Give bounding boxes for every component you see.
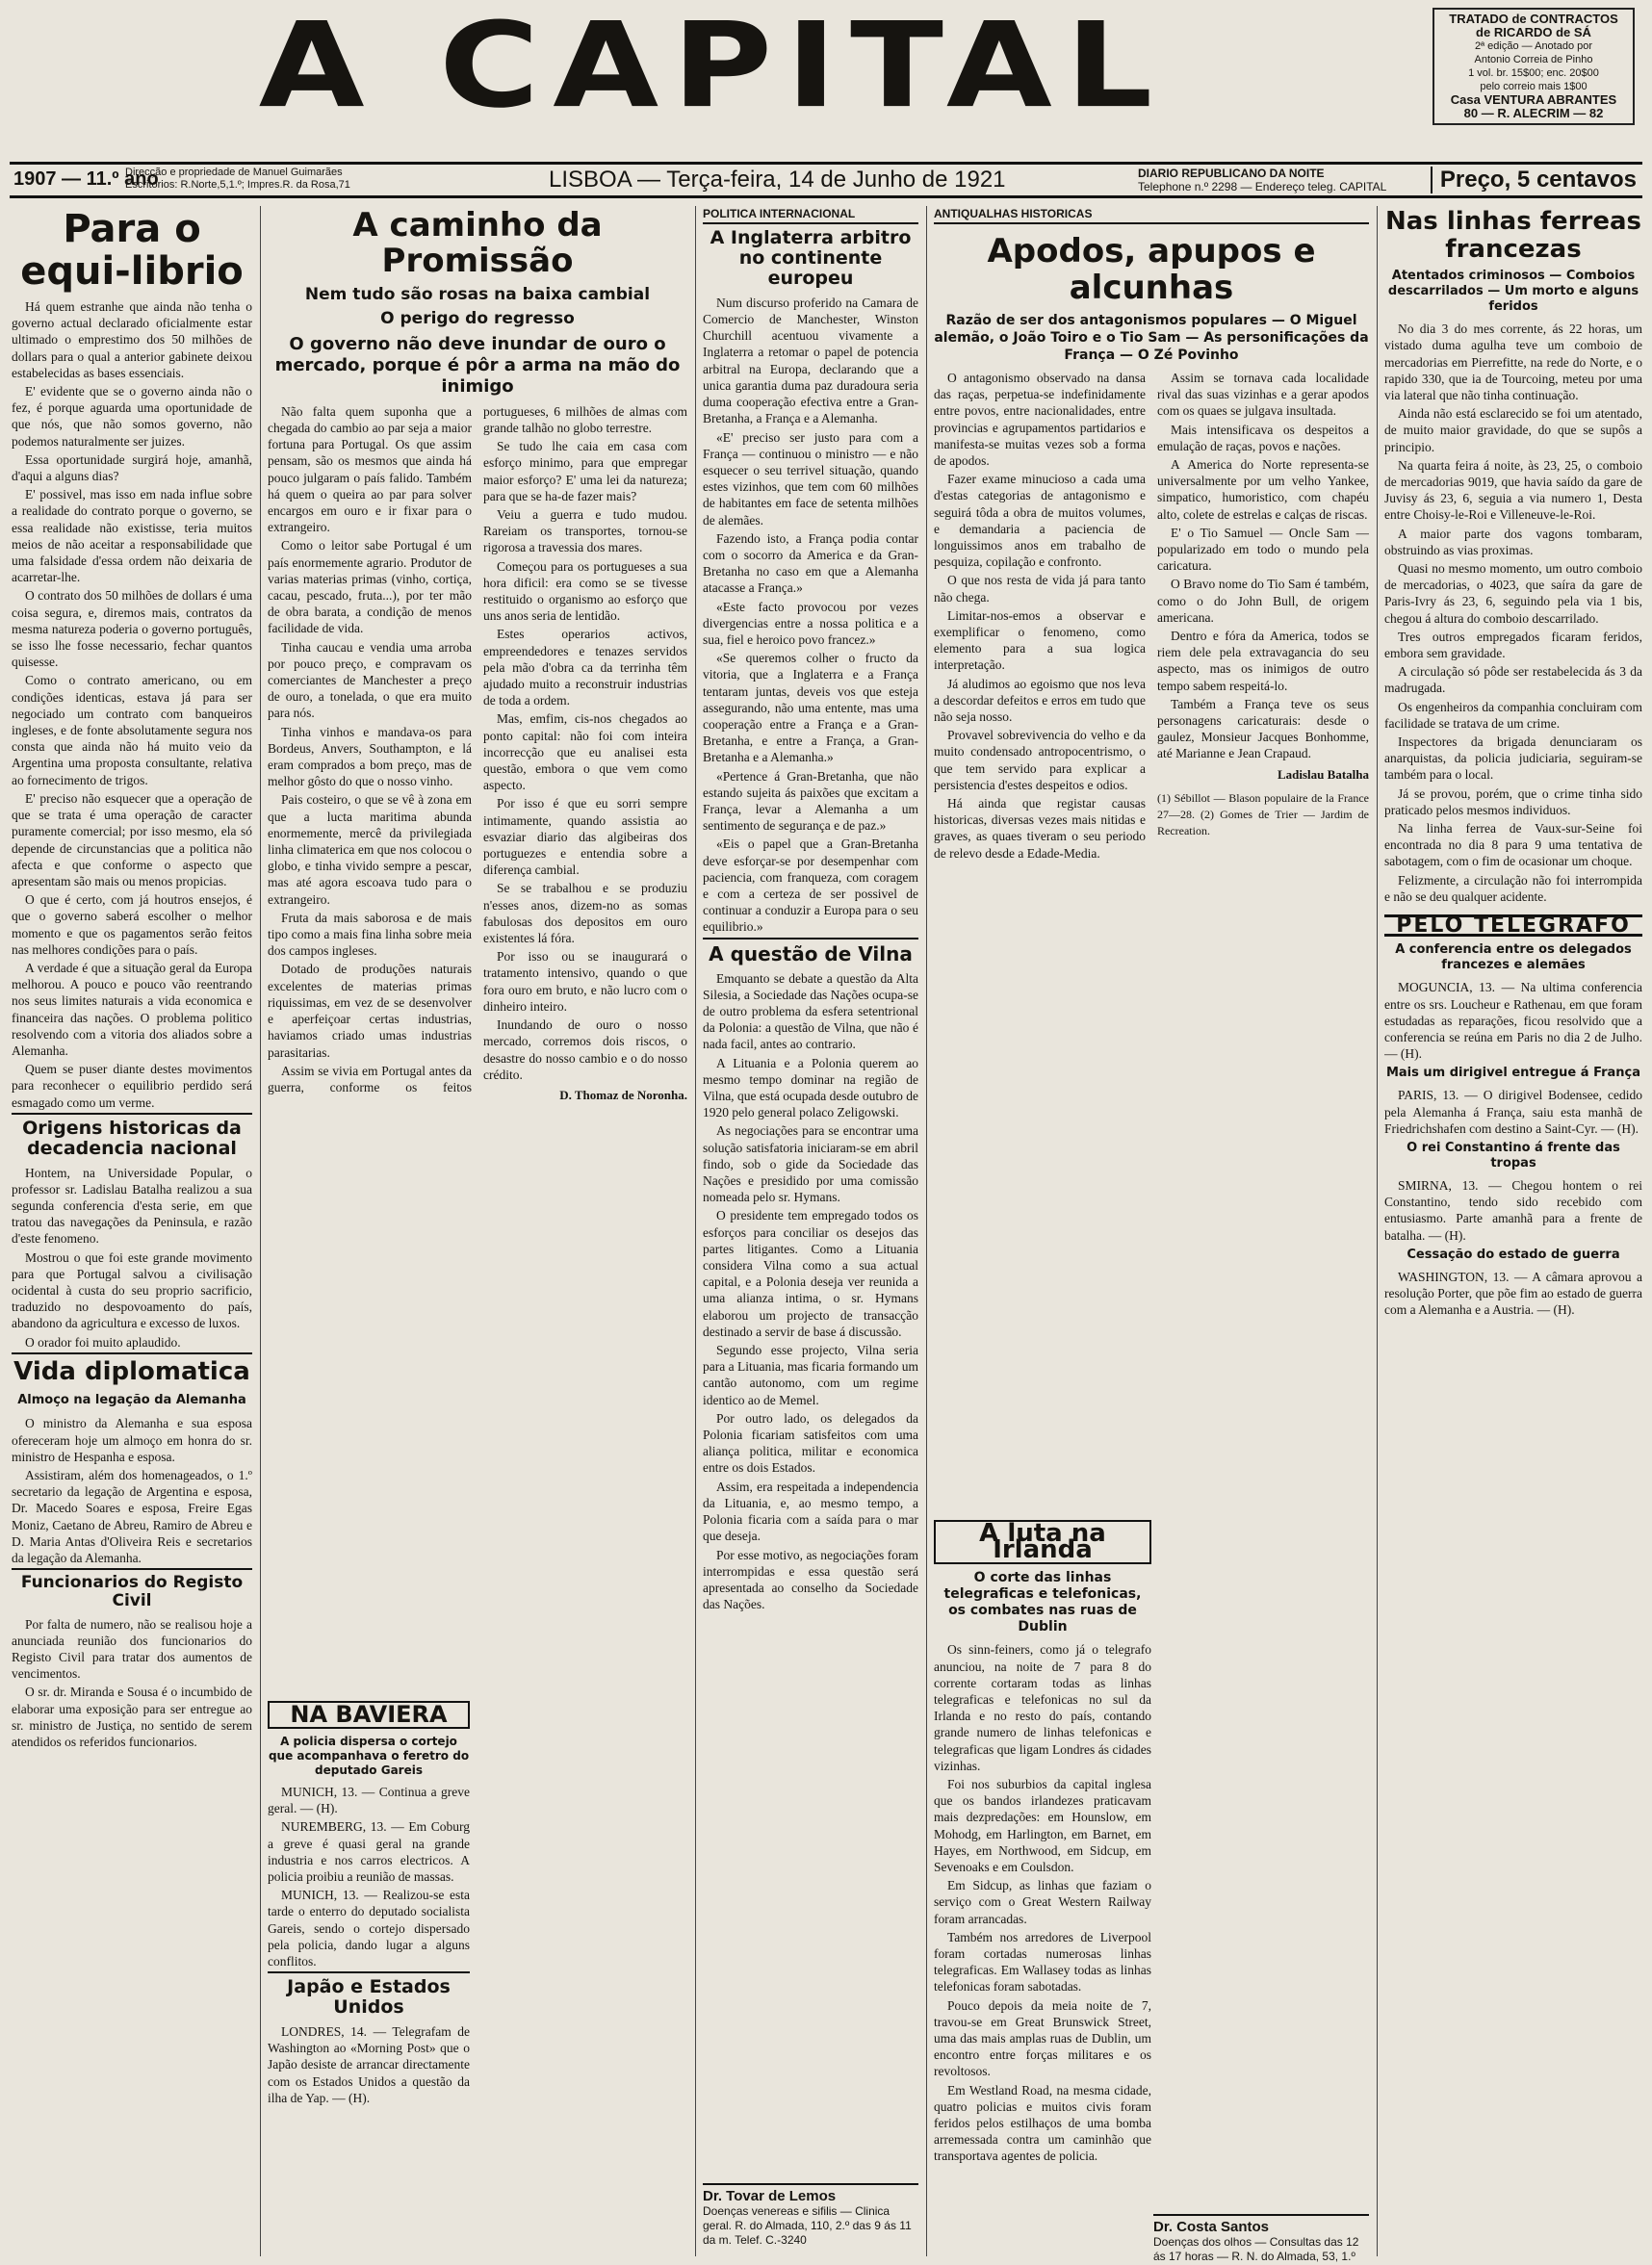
article-body-promissao [268,403,687,1684]
direction-text: Direcção e propriedade de Manuel Guimarães [125,167,343,178]
kicker-antiqualhas: ANTIQUALHAS HISTORICAS [934,206,1369,224]
paragraph: O ministro da Alemanha e sua esposa ofereceram hoje um almoço em honra do sr. ministro de Hespanha e esposa. [12,1416,252,1464]
ad-line: 1 vol. br. 15$00; enc. 20$00 [1468,67,1599,79]
ad-line: 2ª edição — Anotado por [1474,40,1593,52]
paragraph: Como o contrato americano, ou em condições identicas, estava já para ser negociado um contrato com banqueiros ingleses, e de fonte absolutamente segura nos consta que ainda não há muito veio da Argentina uma proposta consultante, relativa ao fornecimento de trigos. [12,673,252,787]
headline-vilna: A questão de Vilna [703,938,918,965]
newspaper-title: A CAPITAL [258,0,1167,135]
paragraph: Num discurso proferido na Camara de Comercio de Manchester, Winston Churchill acentuou vivamente a Inglaterra a retomar o papel de potencia arbitral na Europa, declarando que a unica garantia duma paz duradoura seria duma cooperação efectiva entre a Gran-Bretanha, a França e a Alemanha. [703,295,918,426]
paragraph: Mais intensificava os despeitos a emulação de raças, povos e nações. [1157,422,1369,453]
ad-line: Casa VENTURA ABRANTES [1450,92,1617,107]
subhead-governo: O governo não deve inundar de ouro o mercado, porque é pôr a arma na mão do inimigo [274,333,681,397]
paragraph: Assistiram, além dos homenageados, o 1.º secretario da legação de Argentina e esposa, Dr. Macedo Soares e esposa, Freire Egas Moniz, Caetano de Abreu, Ramiro de Abreu e D. Maria Antas d'Oliveira Reis e secretarios da legação da Alemanha. [12,1467,252,1565]
paragraph: O sr. dr. Miranda e Sousa é o incumbido de elaborar uma exposição para ser entregue ao sr. ministro de Justiça, no sentido de serem atendidos os referidos funcionarios. [12,1685,252,1749]
ad-name: Dr. Costa Santos [1153,2219,1270,2235]
paragraph: A Lituania e a Polonia querem ao mesmo tempo dominar na região de Vilna, que está ocupada desde outubro de 1920 pelo general polaco Zeligowski. [703,1055,918,1120]
headline-japao: Japão e Estados Unidos [268,1971,470,2018]
signature-batalha: Ladislau Batalha [1277,766,1369,782]
paragraph: Também a França teve os seus personagens caricaturais: desde o gaulez, Monsieur Jacques Bonhomme, até Marianne e Jean Crapaud. [1157,696,1369,761]
price-label: Preço, 5 centavos [1431,167,1637,193]
paragraph: Foi nos suburbios da capital inglesa que os bandos irlandezes praticavam mais dezpredações: em Hounslow, em Mohodg, em Harlington, em Barnet, em Hayes, em Northwood, em Sidcup, em Sevenoaks e em Coulsdon. [934,1777,1151,1875]
info-bar [10,162,1642,198]
issue-date: LISBOA — Terça-feira, 14 de Junho de 1921 [549,167,1006,193]
signature-noronha: D. Thomaz de Noronha. [559,1087,687,1102]
paragraph: Dotado de produções naturais excelentes de materias primas riquissimas, em vez de se desenvolver e aperfeiçoar certas industrias, haviamos criado umas industrias parasitarias. [268,962,472,1060]
paragraph: MUNICH, 13. — Continua a greve geral. — (H). [268,1784,470,1816]
diario-label [1138,167,1386,193]
paragraph: LONDRES, 14. — Telegrafam de Washington ao «Morning Post» que o Japão desiste de arrancar directamente com os Estados Unidos a questão da ilha de Yap. — (H). [268,2024,470,2105]
paragraph: Quasi no mesmo momento, um outro comboio de mercadorias, o 4023, que saíra da gare de Paris-Ivry ás 23, 6, seguindo pela via 1 bis, chegou á altura do comboio descarrilado. [1384,561,1642,626]
subhead-atentados: Atentados criminosos — Comboios descarrilados — Um morto e alguns feridos [1387,269,1639,315]
paragraph: E' preciso não esquecer que a operação de que se trata é uma operação de caracter puramente comercial; por isso mesmo, ela só depende de circunstancias que a politica não afecta e que conforme o aspecto que apresentam são mais ou menos propicias. [12,790,252,888]
paragraph: E' possivel, mas isso em nada influe sobre a realidade do contrato porque o governo, se essa realidade não existisse, teria muitos meios de não aceitar a responsabilidade que uma falsidade d'essa ordem não deixaria de acarretar-lhe. [12,487,252,585]
paragraph: O orador foi muito aplaudido. [25,1334,181,1350]
paragraph: O que nos resta de vida já para tanto não chega. [934,573,1146,605]
column-5 [1384,206,1642,2256]
paragraph: Por esse motivo, as negociações foram interrompidas e essa questão será apresentada ao conselho da Sociedade das Nações. [703,1547,918,1612]
headline-irlanda: A luta na Irlanda [934,1520,1151,1564]
paragraph: Na quarta feira á noite, às 23, 25, o comboio de mercadorias 9019, que havia saído da gare de Juvisy ás 23, 6, seguia a via numero 1, Desta entre Choisy-le-Roi e Villeneuve-le-Roi. [1384,457,1642,523]
column-rule [1377,206,1378,2256]
column-1 [12,206,252,2256]
subhead-almoco: Almoço na legação da Alemanha [17,1393,246,1408]
paragraph: Assim, era respeitada a independencia da Lituania, e, ao mesmo tempo, a Polonia ficaria com a saída para o mar que deseja. [703,1479,918,1544]
paragraph: A maior parte dos vagons tombaram, obstruindo as vias proximas. [1384,526,1642,557]
paragraph: «Se queremos colher o fructo da vitoria, que a Inglaterra e a França tentaram juntas, deveis vos que esteja assegurando, não uma entente, mas uma cooperação entre a França e a Gran-Bretanha, e entre a França, a Gran-Bretanha e a Alemanha.» [703,651,918,765]
subhead-apodos: Razão de ser dos antagonismos populares — O Miguel alemão, o João Toiro e o Tio Sam — As personificações da França — O Zé Povinho [934,312,1369,363]
paragraph: Os sinn-feiners, como já o telegrafo anunciou, na noite de 7 para 8 do corrente cortaram todas as linhas telegraficas e telefonicas no sul da Irlanda e no resto do país, contando grande numero de linhas telefonicas e telegraficas que ligam Londres ás cidades vizinhas. [934,1642,1151,1773]
subhead-telegram: A conferencia entre os delegados francezes e alemães [1395,942,1632,973]
paragraph: Pais costeiro, o que se vê à zona em que a lucta maritima abunda enormemente, mercê da privilegiada linha climaterica em que nos colocou o globo, e tinha vivido sempre a pescar, mas até agora escoava tudo para o extrangeiro. [268,792,472,907]
paragraph: NUREMBERG, 13. — Em Coburg a greve é quasi geral na grande industria e nos carros electricos. A policia proibiu a reunião de massas. [268,1819,470,1884]
ad-line: 80 — R. ALECRIM — 82 [1463,106,1604,120]
paragraph: «Eis o papel que a Gran-Bretanha deve esforçar-se por desempenhar com paciencia, com franqueza, com coragem e com a certeza de ser possivel de continuar a conduzir a Europa para o seu equilibrio.» [703,837,918,935]
paragraph: E' evidente que se o governo ainda não o fez, é porque aguarda uma oportunidade de que nós, que não somos governo, não podemos naturalmente ser juizes. [12,384,252,449]
column-rule [695,206,696,2256]
paragraph: MOGUNCIA, 13. — Na ultima conferencia entre os srs. Loucheur e Rathenau, em que foram estudadas as reparações, ficou resolvido que a conferencia se reúna em Paris no dia 2 de Julho. — (H). [1384,980,1642,1062]
direction-label [125,167,350,192]
subhead-telegram: O rei Constantino á frente das tropas [1407,1140,1620,1171]
paragraph: Tinha vinhos e mandava-os para Bordeus, Anvers, Southampton, e lá eram comprados a bom preço, mas de melhor gôsto do que o nosso vinho. [268,724,472,789]
paragraph: Como o leitor sabe Portugal é um país enormemente agrario. Produtor de varias materias primas (vinho, cortiça, cacau, pescado, fruta...), por ter mão de obra barata, a condição de menos facilidade de vida. [268,538,472,636]
column-2 [268,206,687,2256]
paragraph: Ainda não está esclarecido se foi um atentado, de muito maior gravidade, do que se supôs a principio. [1384,406,1642,454]
paragraph: Se se trabalhou e se produziu n'esses anos, dizem-no as somas fabulosas dos depositos em ouro existentes lá fóra. [483,881,687,946]
ad-line: pelo correio mais 1$00 [1480,81,1587,92]
ad-name: Dr. Tovar de Lemos [703,2188,837,2204]
paragraph: Por falta de numero, não se realisou hoje a anunciada reunião dos funcionarios do Registo Civil para tratar dos aumentos de vencimentos. [12,1616,252,1682]
headline-linhas-ferreas: Nas linhas ferreas francezas [1385,207,1641,264]
paragraph: Dentro e fóra da America, todos se riem dele pela extravagancia do seu aspecto, mas os inimigos de outro tempo sabem respeitá-lo. [1157,629,1369,693]
pelo-telegrafo-heading: PELO TELEGRAFO [1384,914,1642,937]
headline-inglaterra: A Inglaterra arbitro no continente europeu [710,227,912,289]
paragraph: O Bravo nome do Tio Sam é também, como o do John Bull, de origem americana. [1157,577,1369,625]
paragraph: Estes operarios activos, empreendedores e tenazes servidos pela mão d'obra ca da terrinha têm ajudado muito a reconstruir industrias de toda a ordem. [483,627,687,708]
paragraph: Tres outros empregados ficaram feridos, embora sem gravidade. [1384,629,1642,661]
subhead-baviera: A policia dispersa o cortejo que acompanhava o feretro do deputado Gareis [268,1734,470,1777]
paragraph: Por outro lado, os delegados da Polonia ficariam satisfeitos com uma aliança politica, militar e economica entre os dois Estados. [703,1410,918,1476]
paragraph: Também nos arredores de Liverpool foram cortadas numerosas linhas telegraficas. Em Wallasey todas as linhas telefonicas foram sabotadas. [934,1929,1151,1995]
paragraph: A circulação só pôde ser restabelecida ás 3 da madrugada. [1384,664,1642,696]
ad-costa-santos [1153,2214,1369,2264]
headline-apodos: Apodos, apupos e alcunhas [987,232,1316,307]
paragraph: Começou para os portugueses a sua hora dificil: era como se se tivesse restituido o organismo ao esforço que uns anos seria de lentidão. [483,558,687,624]
paragraph: As negociações para se encontrar uma solução satisfatoria iniciaram-se em abril findo, sob o gide da Sociedade das Nações e presidido por uma comissão nomeada pelo sr. Hymans. [703,1123,918,1205]
paragraph: Veiu a guerra e tudo mudou. Rareiam os transportes, tornou-se rigorosa a travessia dos mares. [483,507,687,555]
masthead [10,0,1642,162]
article-baviera [268,1691,470,2108]
offices-text: Escritorios: R.Norte,5,1.º; Impres.R. da Rosa,71 [125,179,350,191]
paragraph: Inspectores da brigada denunciaram os anarquistas, da policia judiciaria, seguiram-se também para o local. [1384,734,1642,783]
masthead-ad-box [1433,8,1635,125]
paragraph: Fazer exame minucioso a cada uma d'estas categorias de antagonismo e seguirá tôda a obra de muitos volumes, e demandaria a paciencia de longuissimos anos em trabalho de pesquiza, copilação e confronto. [934,472,1146,570]
paragraph: O antagonismo observado na dansa das raças, perpetua-se indefinidamente entre povos, entre nacionalidades, entre provincias e agrupamentos partidarios e manifesta-se muitas vezes sob a forma de apodos. [934,370,1146,468]
footnotes: (1) Sébillot — Blason populaire de la France 27—28. (2) Gomes de Trier — Jardim de Recreation. [1157,790,1369,838]
subhead-rosas: Nem tudo são rosas na baixa cambial [304,284,651,304]
paragraph: Fruta da mais saborosa e de mais tipo como a mais fina linha sobre meia dos campos ingleses. [268,910,472,959]
paragraph: Assim se tornava cada localidade rival das suas vizinhas e a gerar apodos com os quaes se julgava insultada. [1157,370,1369,419]
paragraph: Assim se vivia em Portugal antes da guerra, conforme os feitos portugueses, 6 milhões de almas com grande talhão no globo terrestre. [268,403,687,1094]
subhead-irlanda: O corte das linhas telegraficas e telefonicas, os combates nas ruas de Dublin [943,1570,1142,1635]
year-label: 1907 — 11.º ano [13,168,159,190]
column-3 [703,206,918,2256]
paragraph: Mostrou o que foi este grande movimento para que Portugal salvou a civilisação ocidental à custa do seu proprio sacrificio, traduzido no despovoamento do país, abandono da agricultura e excesso de luxos. [12,1249,252,1331]
diario-text: DIARIO REPUBLICANO DA NOITE [1138,167,1325,180]
paragraph: Na linha ferrea de Vaux-sur-Seine foi encontrada no dia 8 para 9 uma tentativa de sabotagem, com o fim de ocasionar um choque. [1384,821,1642,869]
subhead-perigo: O perigo do regresso [380,308,575,328]
paragraph: Provavel sobrevivencia do velho e da muito condensado antropocentrismo, o que tem servido para explicar a persistencia d'estes despeitos e odios. [934,728,1146,792]
paragraph: Por isso ou se inaugurará o tratamento intensivo, quando o que fora ouro em bruto, e não lucro com o dinheiro inteiro. [483,949,687,1014]
subhead-telegram: Cessação do estado de guerra [1407,1247,1620,1262]
headline-baviera: NA BAVIERA [268,1701,470,1729]
article-irlanda [934,1520,1151,2165]
article-body-apodos [934,370,1369,1510]
paragraph: Tinha caucau e vendia uma arroba por pouco preço, e compravam os comerciantes de Manchester a preço de ouro, a tonelada, o que era muito para nós. [268,639,472,721]
ad-text: Doenças venereas e sifilis — Clinica geral. R. do Almada, 110, 2.º das 9 ás 11 da m. Telef. C.-3240 [703,2204,912,2247]
paragraph: Mas, emfim, cis-nos chegados ao ponto capital: não foi com inteira incorrecção que eu analisei esta questão, embora o que vem como aspecto. [483,711,687,793]
paragraph: SMIRNA, 13. — Chegou hontem o rei Constantino, tendo sido recebido com entusiasmo. Parte amanhã para a frente de batalha. — (H). [1384,1177,1642,1243]
paragraph: Emquanto se debate a questão da Alta Silesia, a Sociedade das Nações ocupa-se de outro problema da esfera setentrional da Polonia: a questão de Vilna, que não é nada facil, antes ao contrario. [703,970,918,1052]
paragraph: Já se provou, porém, que o crime tinha sido praticado pelos mesmos individuos. [1384,785,1642,817]
paragraph: O presidente tem empregado todos os esforços para conciliar os desejos das partes litigantes. Como a Lituania considera Vilna como a sua actual capital, e a Polonia deseja ver reunida a uma alianza intima, o sr. Hymans elaborou um projecto de transacção destinado a servir de base á discussão. [703,1208,918,1339]
headline-origens: Origens historicas da decadencia nacional [12,1113,252,1159]
paragraph: Se tudo lhe caia em casa com esforço minimo, para que empregar maior esforço? E' uma lei da natureza; para que se ha-de fazer mais? [483,439,687,503]
paragraph: PARIS, 13. — O dirigivel Bodensee, cedido pela Alemanha á França, saiu esta manhã de Friedrichshafen com destino a Saint-Cyr. — (H). [1384,1088,1642,1136]
paragraph: Há ainda que registar causas historicas, diversas vezes mais nitidas e graves, as quaes tiveram o seu periodo de relevo desde a Edade-Media. [934,796,1146,861]
paragraph: «Este facto provocou por vezes divergencias entre a nossa politica e a sua, fiel e heroico povo francez.» [703,599,918,647]
paragraph: MUNICH, 13. — Realizou-se esta tarde o enterro do deputado socialista Gareis, sendo o cortejo dispersado pela policia, dando lugar a alguns conflitos. [268,1888,470,1969]
paragraph: «E' preciso ser justo para com a França — continuou o ministro — e não esquecer o seu terrivel situação, quando estes vizinhos, que tem com 60 milhões de habitantes em face de setenta milhões de alemães. [703,429,918,528]
paragraph: WASHINGTON, 13. — A câmara aprovou a resolução Porter, que põe fim ao estado de guerra com a Alemanha e a Austria. — (H). [1384,1269,1642,1318]
ad-line: de RICARDO de SÁ [1476,25,1591,39]
paragraph: Quem se puser diante destes movimentos para reconhecer o equilibrio perdido será esmagado como um verme. [12,1062,252,1110]
headline-registo-civil: Funcionarios do Registo Civil [12,1568,252,1609]
paragraph: Pouco depois da meia noite de 7, travou-se em Great Brunswick Street, uma das mais amplas ruas de Dublin, um encontro entre forças militares e os revoltosos. [934,1997,1151,2079]
ad-line: Antonio Correia de Pinho [1474,54,1593,65]
ad-text: Doenças dos olhos — Consultas das 12 ás 17 horas — R. N. do Almada, 53, 1.º [1153,2235,1359,2263]
paragraph: Já aludimos ao egoismo que nos leva a descordar defeitos e erros em tudo que não seja nosso. [934,676,1146,725]
paragraph: Essa oportunidade surgirá hoje, amanhã, d'aqui a alguns dias? [12,451,252,484]
paragraph: Há quem estranhe que ainda não tenha o governo actual declarado oficialmente estar ultimado o emprestimo dos 50 milhões de dollars para o qual a anterior gabinete deixou estabelecidas as bases essenciais. [12,299,252,380]
paragraph: A America do Norte representa-se universalmente por um velho Yankee, simpatico, humoristico, com chapéu alto, colete de estrelas e calças de riscas. [1157,457,1369,522]
subhead-telegram: Mais um dirigivel entregue á França [1385,1066,1641,1081]
paragraph: No dia 3 do mes corrente, ás 22 horas, um vistado duma agulha teve um comboio de mercadorias em Pierrefitte, na rede do Norte, e o rapido 330, que ia de Tourcoing, meteu por uma via lateral que não tinha continuação. [1384,322,1642,402]
ad-tovar-lemos [703,2183,918,2248]
headline-equilibrio: Para o equi-librio [20,207,244,294]
paragraph: Em Westland Road, na mesma cidade, quatro policias e muitos civis foram feridos pelos estilhaços de uma bomba arremessada contra um caminhão que transportava agentes de policia. [934,2082,1151,2164]
paragraph: O contrato dos 50 milhões de dollars é uma coisa segura, e, diremos mais, contratos da mesma natureza poderia o governo português, se isso lhe fosse necessario, fechar quantos quisesse. [12,588,252,670]
paragraph: Os engenheiros da companhia concluiram com facilidade se tratava de um crime. [1384,699,1642,731]
paragraph: Em Sidcup, as linhas que faziam o serviço com o Great Western Railway foram arrancadas. [934,1878,1151,1926]
paragraph: Segundo esse projecto, Vilna seria para a Lituania, mas ficaria formando um cantão autonomo, com um regime identico ao de Memel. [703,1343,918,1407]
column-4 [934,206,1369,2256]
headline-vida-diplomatica: Vida diplomatica [12,1352,252,1386]
paragraph: Não falta quem suponha que a chegada do cambio ao par seja a maior fortuna para Portugal. Os que assim pensam, são os mesmos que ainda há pouco julgaram o país falido. Também há quem o queira ao par para solver encargos em ouro e ir fixar para o extrangeiro. [268,403,472,535]
column-rule [260,206,261,2256]
paragraph: Limitar-nos-emos a observar e exemplificar o fenomeno, como elemento para a sua logica interpretação. [934,607,1146,673]
paragraph: Por isso é que eu sorri sempre intimamente, quando assistia ao esvaziar diario das algibeiras dos portuguezes e entendia sobre a diferença cambial. [483,796,687,878]
paragraph: Felizmente, a circulação não foi interrompida e não se deu qualquer acidente. [1384,872,1642,904]
paragraph: A verdade é que a situação geral da Europa melhorou. A pouco e pouco vão reentrando nos seus limites naturais a vida economica e financeira das nações. O problema politico resolvendo com a vitoria dos aliados sobre a Alemanha. [12,960,252,1058]
paragraph: Hontem, na Universidade Popular, o professor sr. Ladislau Batalha realizou a sua segunda conferencia d'esta serie, em que tratou das navegações da Peninsula, e razão d'este fenomeno. [12,1165,252,1247]
column-rule [926,206,927,2256]
paragraph: Inundando de ouro o nosso mercado, corremos dois riscos, o desastre do nosso cambio e o do nosso crédito. [483,1017,687,1082]
ad-line: TRATADO de CONTRACTOS [1449,12,1618,26]
phone-text: Telephone n.º 2298 — Endereço teleg. CAPITAL [1138,180,1387,193]
kicker-politica: POLITICA INTERNACIONAL [703,206,918,224]
paragraph: Fazendo isto, a França podia contar com o socorro da America e da Gran-Bretanha no caso em que a Alemanha atacasse a França.» [703,530,918,596]
headline-promissao: A caminho da Promissão [352,206,603,281]
paragraph: O que é certo, com já houtros ensejos, é que o governo saberá escolher o melhor momento e que os pagamentos serão feitos nas melhores condições para o país. [12,892,252,957]
paragraph: «Pertence á Gran-Bretanha, que não estando sujeita ás paixões que excitam a França, levar a Alemanha a um sentimento de segurança e de paz.» [703,768,918,834]
paragraph: E' o Tio Samuel — Oncle Sam — popularizado em todo o mundo pela caricatura. [1157,525,1369,574]
